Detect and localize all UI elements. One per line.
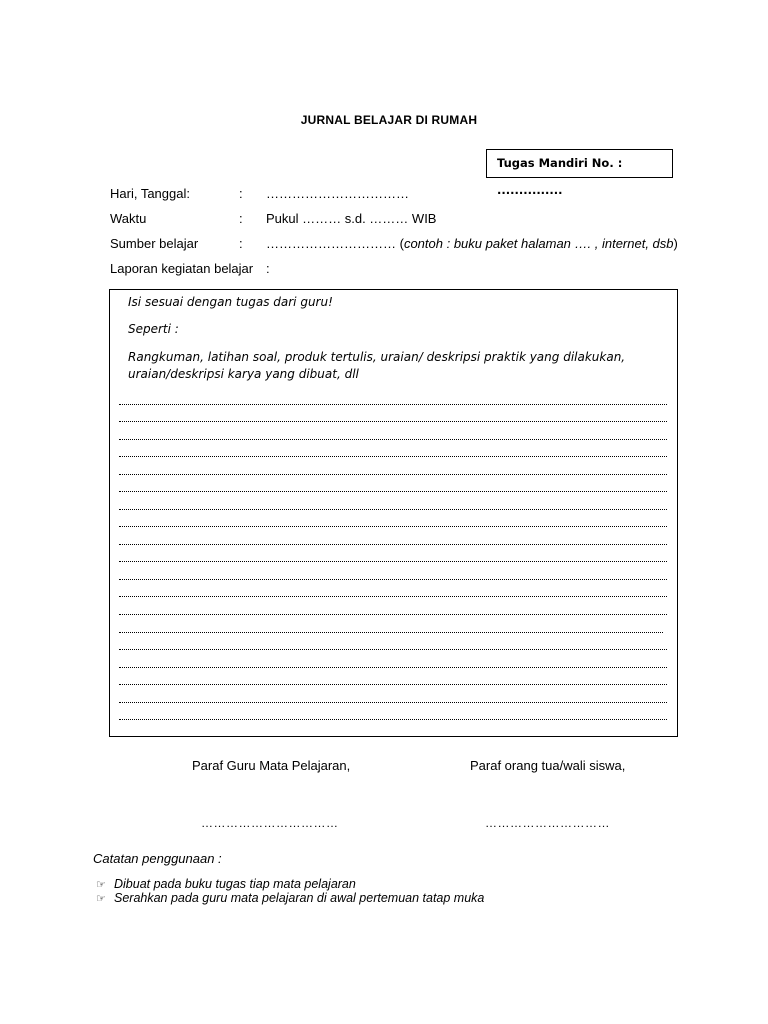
field-value-hari-tanggal: ……………………………: [266, 186, 409, 201]
field-colon: :: [266, 261, 270, 276]
field-value-sumber-belajar: [266, 236, 678, 251]
sumber-belajar-close: ): [673, 236, 678, 251]
pointing-hand-icon: ☞: [96, 879, 106, 891]
note-item: [96, 891, 484, 905]
notes-title: Catatan penggunaan :: [93, 851, 222, 866]
writing-line: [119, 456, 667, 457]
writing-line: [119, 719, 667, 720]
writing-line: [119, 614, 667, 615]
document-title: JURNAL BELAJAR DI RUMAH: [300, 113, 478, 127]
writing-line: [119, 649, 667, 650]
writing-line: [119, 702, 667, 703]
writing-line: [119, 561, 667, 562]
sumber-belajar-note: contoh : buku paket halaman …. , internet, dsb: [403, 236, 674, 251]
writing-line: [119, 404, 667, 405]
instruction-line-4: uraian/deskripsi karya yang dibuat, dll: [128, 367, 359, 381]
parent-signature-line: …………………………: [485, 816, 610, 830]
writing-line: [119, 421, 667, 422]
writing-line: [119, 439, 667, 440]
parent-signature-label: Paraf orang tua/wali siswa,: [470, 758, 626, 773]
field-label-waktu: Waktu: [110, 211, 147, 226]
writing-line: [119, 632, 663, 633]
instruction-line-1: Isi sesuai dengan tugas dari guru!: [128, 295, 333, 309]
field-value-waktu: Pukul ……… s.d. ……… WIB: [266, 211, 437, 226]
field-colon: :: [239, 186, 243, 201]
teacher-signature-label: Paraf Guru Mata Pelajaran,: [192, 758, 351, 773]
writing-line: [119, 491, 667, 492]
field-colon: :: [239, 236, 243, 251]
sumber-belajar-dots: ………………………… (: [266, 236, 404, 251]
writing-line: [119, 596, 667, 597]
pointing-hand-icon: ☞: [96, 893, 106, 905]
writing-line: [119, 667, 667, 668]
writing-line: [119, 509, 667, 510]
field-label-laporan: Laporan kegiatan belajar: [110, 261, 254, 276]
note-item-text: Dibuat pada buku tugas tiap mata pelajaran: [114, 877, 356, 891]
writing-line: [119, 544, 667, 545]
field-label-sumber-belajar: Sumber belajar: [110, 236, 199, 251]
note-item: [96, 877, 356, 891]
writing-line: [119, 579, 667, 580]
note-item-text: Serahkan pada guru mata pelajaran di awal pertemuan tatap muka: [114, 891, 485, 905]
instruction-line-2: Seperti :: [128, 322, 179, 336]
report-box: [109, 289, 678, 737]
tugas-mandiri-box: Tugas Mandiri No. : ...............: [486, 149, 673, 178]
field-colon: :: [239, 211, 243, 226]
writing-line: [119, 474, 667, 475]
writing-line: [119, 684, 667, 685]
instruction-line-3: Rangkuman, latihan soal, produk tertulis, uraian/ deskripsi praktik yang dilakukan,: [128, 350, 626, 364]
field-label-hari-tanggal: Hari, Tanggal:: [110, 186, 190, 201]
teacher-signature-line: ……………………………: [201, 816, 339, 830]
writing-line: [119, 526, 667, 527]
